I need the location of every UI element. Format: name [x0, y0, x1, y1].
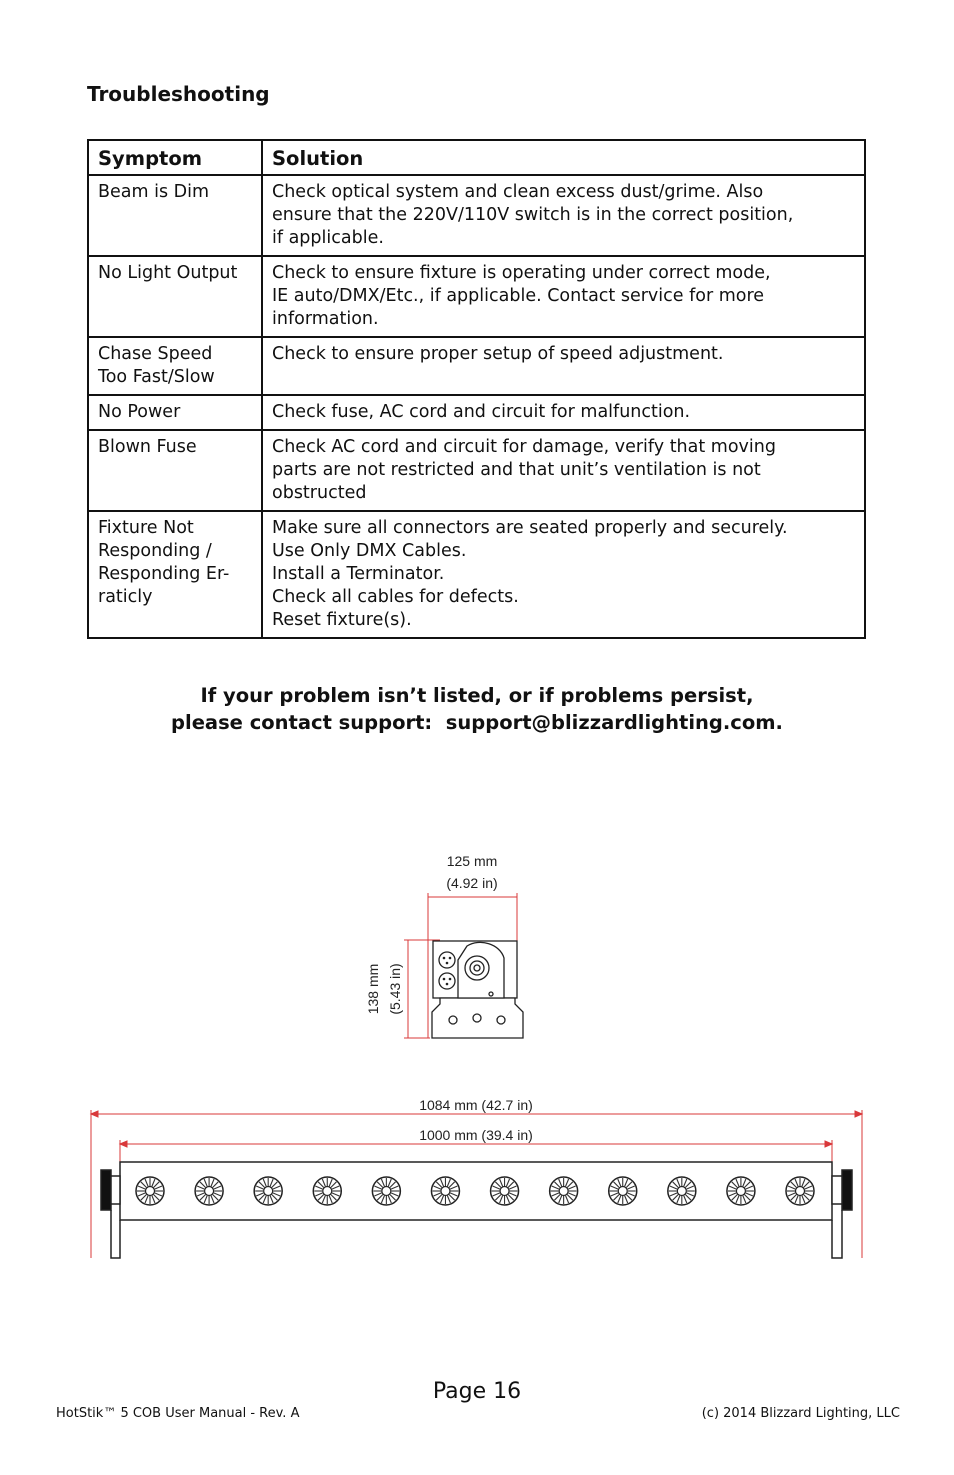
led-lens [668, 1177, 696, 1205]
symptom-line: Responding / [98, 541, 212, 561]
side-view-drawing [91, 1097, 862, 1258]
height-label-mm: 138 mm [365, 963, 381, 1015]
led-lens [254, 1177, 282, 1205]
solution-line: IE auto/DMX/Etc., if applicable. Contact service for more [272, 286, 765, 306]
led-lens [136, 1177, 164, 1205]
solution-line: parts are not restricted and that unit’s ventilation is not [272, 460, 761, 480]
footer-copyright: (c) 2014 Blizzard Lighting, LLC [701, 1406, 900, 1421]
led-lens [491, 1177, 519, 1205]
led-lens [195, 1177, 223, 1205]
page-title: Troubleshooting [87, 82, 270, 106]
solution-line: ensure that the 220V/110V switch is in the correct position, [272, 205, 794, 225]
fixture-end-plate [432, 941, 523, 1038]
led-lens [609, 1177, 637, 1205]
led-lens [313, 1177, 341, 1205]
page-number: Page 16 [432, 1379, 522, 1404]
solution-line: Check AC cord and circuit for damage, verify that moving [272, 437, 776, 457]
width-label-in: (4.92 in) [446, 875, 498, 891]
symptom-line: Too Fast/Slow [98, 367, 215, 387]
solution-line: Use Only DMX Cables. [272, 541, 467, 561]
solution-line: Reset fixture(s). [272, 610, 412, 630]
solution-line: if applicable. [272, 228, 384, 248]
led-lens [550, 1177, 578, 1205]
solution-column-header: Solution [262, 140, 865, 175]
solution-line: Check optical system and clean excess dust/grime. Also [272, 182, 764, 202]
solution-line: Check to ensure proper setup of speed adjustment. [272, 344, 724, 364]
symptom-column-header: Symptom [88, 140, 262, 175]
led-lens [372, 1177, 400, 1205]
contact-line-1: If your problem isn’t listed, or if problems persist, [200, 684, 754, 707]
solution-line: Check all cables for defects. [272, 587, 519, 607]
end-view-drawing [365, 853, 523, 1038]
footer-manual-title: HotStik™ 5 COB User Manual - Rev. A [56, 1406, 300, 1421]
symptom-line: No Light Output [98, 263, 238, 283]
solution-line: Check to ensure fixture is operating under correct mode, [272, 263, 771, 283]
solution-line: Install a Terminator. [272, 564, 445, 584]
symptom-line: Fixture Not [98, 518, 194, 538]
solution-line: information. [272, 309, 379, 329]
solution-line: Check fuse, AC cord and circuit for malfunction. [272, 402, 691, 422]
width-label-mm: 125 mm [446, 853, 498, 869]
led-lens [786, 1177, 814, 1205]
contact-line-2: please contact support: support@blizzardlighting.com. [171, 711, 783, 734]
body-length-label: 1000 mm (39.4 in) [419, 1127, 533, 1143]
symptom-line: raticly [98, 587, 153, 607]
solution-line: obstructed [272, 483, 367, 503]
height-label-in: (5.43 in) [387, 963, 403, 1015]
symptom-line: Responding Er- [98, 564, 230, 584]
symptom-line: Chase Speed [98, 344, 213, 364]
symptom-line: Beam is Dim [98, 182, 210, 202]
led-lens [431, 1177, 459, 1205]
symptom-line: Blown Fuse [98, 437, 197, 457]
body-length-dimension [120, 1140, 832, 1162]
symptom-line: No Power [98, 402, 181, 422]
solution-line: Make sure all connectors are seated properly and securely. [272, 518, 788, 538]
led-lens [727, 1177, 755, 1205]
overall-length-label: 1084 mm (42.7 in) [419, 1097, 533, 1113]
